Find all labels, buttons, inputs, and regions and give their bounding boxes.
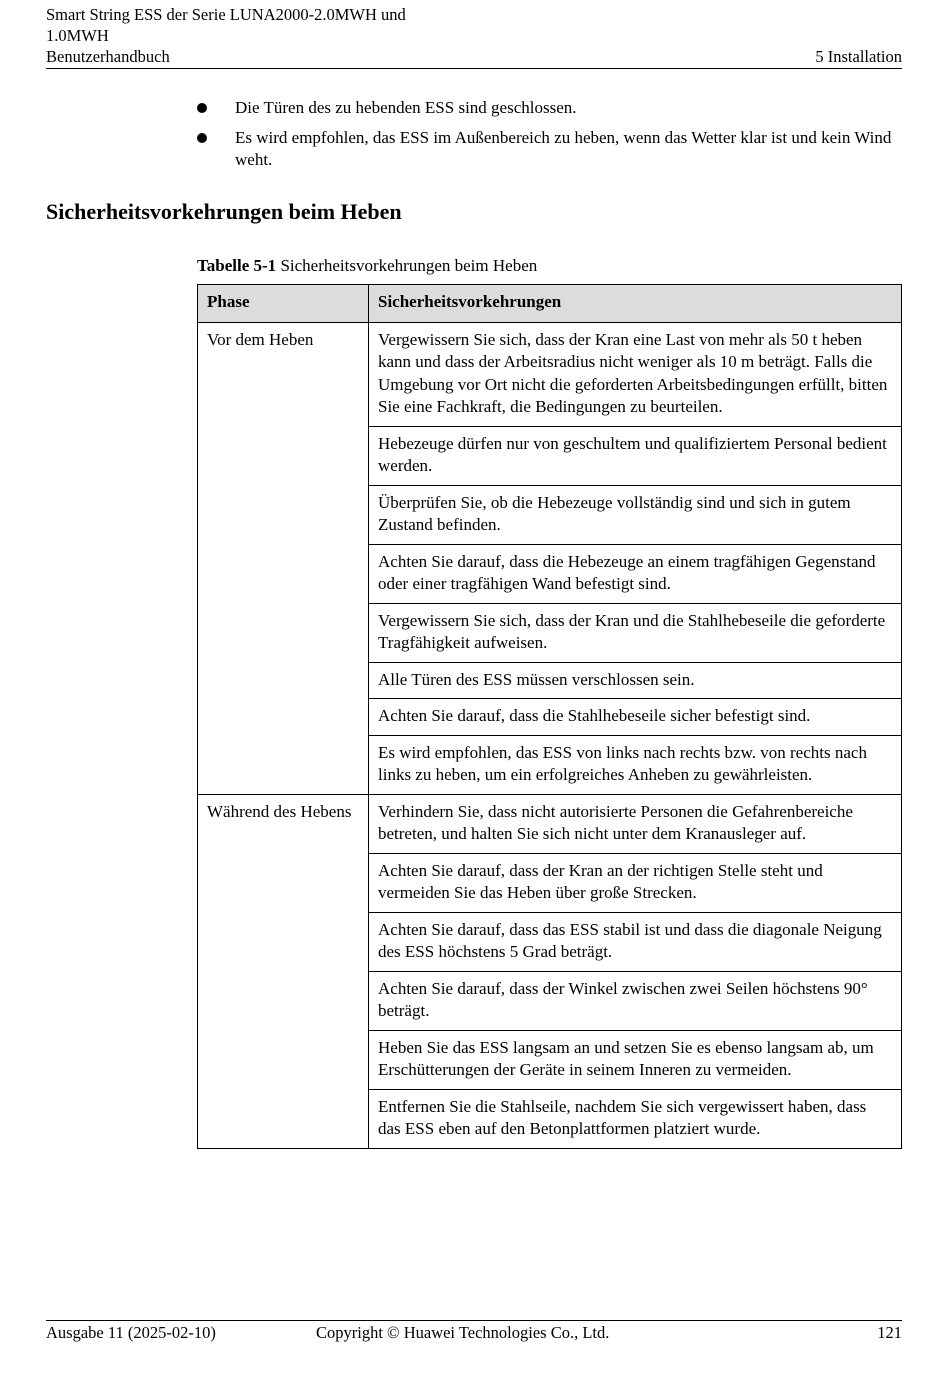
- document-title-line: Smart String ESS der Serie LUNA2000-2.0MWH und: [46, 5, 406, 24]
- bullet-icon: [197, 133, 207, 143]
- precaution-cell: Entfernen Sie die Stahlseile, nachdem Sie sich vergewissert haben, dass das ESS eben auf den Betonplattformen platziert wurde.: [369, 1089, 902, 1148]
- precaution-cell: Achten Sie darauf, dass der Winkel zwischen zwei Seilen höchstens 90° beträgt.: [369, 971, 902, 1030]
- table-caption: [197, 255, 537, 277]
- page-number: 121: [877, 1323, 902, 1342]
- page-footer: [46, 1320, 902, 1342]
- edition-label: Ausgabe 11 (2025-02-10): [46, 1323, 216, 1342]
- phase-cell: Vor dem Heben: [198, 322, 369, 794]
- copyright-label: Copyright © Huawei Technologies Co., Ltd.: [316, 1323, 610, 1342]
- document-title-line: Benutzerhandbuch: [46, 47, 170, 66]
- bullet-item: [197, 97, 897, 120]
- precaution-cell: Heben Sie das ESS langsam an und setzen Sie es ebenso langsam ab, um Erschütterungen der Geräte in seinem Inneren zu vermeiden.: [369, 1030, 902, 1089]
- safety-table: [197, 284, 902, 1149]
- column-header-phase: Phase: [198, 285, 369, 323]
- chapter-label: 5 Installation: [815, 47, 902, 66]
- page-header: [46, 4, 902, 69]
- precaution-cell: Achten Sie darauf, dass die Hebezeuge an einem tragfähigen Gegenstand oder einer tragfähigen Wand befestigt sind.: [369, 544, 902, 603]
- bullet-text: Die Türen des zu hebenden ESS sind geschlossen.: [235, 98, 577, 117]
- precaution-cell: Hebezeuge dürfen nur von geschultem und qualifiziertem Personal bedient werden.: [369, 426, 902, 485]
- table-header-row: [198, 285, 902, 323]
- bullet-list: [197, 97, 897, 179]
- precaution-cell: Achten Sie darauf, dass die Stahlhebeseile sicher befestigt sind.: [369, 699, 902, 736]
- precaution-cell: Achten Sie darauf, dass das ESS stabil ist und dass die diagonale Neigung des ESS höchstens 5 Grad beträgt.: [369, 912, 902, 971]
- precaution-cell: Alle Türen des ESS müssen verschlossen sein.: [369, 662, 902, 699]
- bullet-item: [197, 127, 897, 172]
- document-title: [46, 4, 476, 67]
- section-title: Sicherheitsvorkehrungen beim Heben: [46, 199, 402, 224]
- table-caption-text: Sicherheitsvorkehrungen beim Heben: [280, 256, 538, 275]
- column-header-precautions: Sicherheitsvorkehrungen: [369, 285, 902, 323]
- precaution-cell: Es wird empfohlen, das ESS von links nach rechts bzw. von rechts nach links zu heben, um ein erfolgreiches Anheben zu gewährleisten.: [369, 735, 902, 794]
- table-row: [198, 322, 902, 426]
- bullet-icon: [197, 103, 207, 113]
- phase-cell: Während des Hebens: [198, 794, 369, 1148]
- precaution-cell: Achten Sie darauf, dass der Kran an der richtigen Stelle steht und vermeiden Sie das Heben über große Strecken.: [369, 853, 902, 912]
- precaution-cell: Vergewissern Sie sich, dass der Kran und die Stahlhebeseile die geforderte Tragfähigkeit aufweisen.: [369, 603, 902, 662]
- precaution-cell: Überprüfen Sie, ob die Hebezeuge vollständig sind und sich in gutem Zustand befinden.: [369, 485, 902, 544]
- precaution-cell: Verhindern Sie, dass nicht autorisierte Personen die Gefahrenbereiche betreten, und halten Sie sich nicht unter dem Kranausleger auf.: [369, 794, 902, 853]
- precaution-cell: Vergewissern Sie sich, dass der Kran eine Last von mehr als 50 t heben kann und dass der Arbeitsradius nicht weniger als 10 m beträgt. Falls die Umgebung vor Ort nicht die geforderten Arbeitsbedingungen erfüllt, bitten Sie eine Fachkraft, die Bedingungen zu beurteilen.: [369, 322, 902, 426]
- table-row: [198, 794, 902, 853]
- table-caption-label: Tabelle 5-1: [197, 256, 277, 275]
- bullet-text: Es wird empfohlen, das ESS im Außenbereich zu heben, wenn das Wetter klar ist und kein Wind weht.: [235, 127, 892, 169]
- document-title-line: 1.0MWH: [46, 26, 109, 45]
